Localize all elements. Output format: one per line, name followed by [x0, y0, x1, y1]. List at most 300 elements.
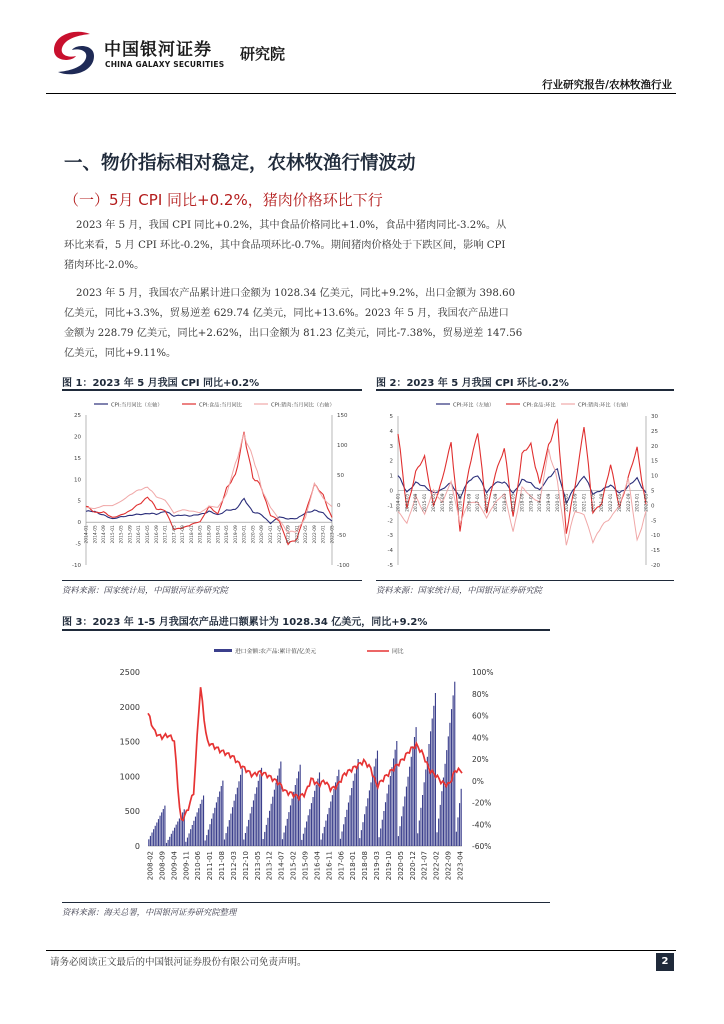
x-tick-label: 2020-09 [260, 525, 266, 544]
bar [329, 808, 330, 846]
bar [396, 741, 397, 846]
bar [351, 788, 352, 846]
cpi-mom-chart [376, 393, 674, 578]
bar [411, 757, 412, 846]
bar [255, 794, 256, 846]
subsection-heading: （一）5月 CPI 同比+0.2%，猪肉价格环比下行 [64, 191, 383, 209]
legend-label: CPI:当月同比（左轴） [111, 402, 163, 409]
y-tick-left: 2 [389, 458, 393, 465]
bar [383, 811, 384, 846]
bar [300, 765, 301, 846]
bar [341, 832, 342, 847]
bar [459, 803, 460, 846]
y-tick-left: -2 [387, 518, 393, 525]
paragraph-line: 猪肉环比-2.0%。 [64, 260, 145, 271]
bar [432, 719, 433, 847]
bar [333, 789, 334, 846]
y-tick-left: 1500 [119, 737, 140, 747]
bar [192, 825, 193, 846]
legend-label: CPI:食品:环比 [523, 402, 556, 409]
footer-disclaimer: 请务必阅读正文最后的中国银河证券股份有限公司免责声明。 [50, 957, 307, 968]
bar [353, 781, 354, 846]
x-tick-label: 2023-05 [330, 525, 336, 544]
y-tick-left: -5 [75, 541, 81, 548]
bar [292, 799, 293, 846]
bar [446, 750, 447, 846]
bar [448, 736, 449, 846]
x-tick-label: 2015-01 [110, 525, 116, 544]
bar [388, 785, 389, 846]
bar [401, 816, 402, 846]
legend-swatch [214, 649, 232, 652]
bar [354, 774, 355, 847]
bar [390, 776, 391, 846]
bar [256, 787, 257, 846]
bar [201, 800, 202, 846]
logo-institute: 研究院 [240, 45, 286, 63]
bar [298, 772, 299, 847]
y-tick-left: -4 [387, 548, 393, 555]
bar [284, 833, 285, 847]
bar [441, 791, 442, 846]
bar [422, 795, 423, 846]
bar [246, 826, 247, 846]
galaxy-swirl-logo-icon [46, 28, 102, 78]
bar [407, 777, 408, 846]
x-tick-label: 2013-12 [265, 851, 274, 881]
bar [240, 775, 241, 846]
figure-2-title: 图 2：2023 年 5 月我国 CPI 环比-0.2% [376, 378, 569, 389]
x-tick-label: 2017-05 [172, 525, 178, 544]
y-tick-left: -3 [387, 533, 393, 540]
bar [399, 826, 400, 846]
y-tick-right: 0% [472, 776, 484, 786]
bar [234, 801, 235, 846]
x-tick-label: 2020-09 [573, 493, 579, 512]
bar [197, 812, 198, 846]
x-tick-label: 2016-04 [313, 851, 322, 881]
x-tick-label: 2015-02 [289, 851, 298, 881]
y-tick-right: 5 [651, 488, 655, 495]
y-tick-left: 10 [74, 477, 81, 484]
x-tick-label: 2014-05 [93, 525, 99, 544]
bar [277, 776, 278, 846]
bar [370, 782, 371, 846]
x-tick-label: 2014-01 [84, 525, 90, 544]
bar [189, 833, 190, 846]
bar [213, 813, 214, 846]
y-tick-left: 2500 [119, 668, 140, 677]
bar [398, 836, 399, 846]
x-tick-label: 2014-05 [405, 493, 411, 512]
x-tick-label: 2022-09 [444, 851, 453, 881]
bar [261, 768, 262, 846]
paragraph-2 [64, 284, 658, 364]
bar [164, 806, 165, 846]
bar [214, 808, 215, 846]
bar [454, 682, 455, 846]
bar [208, 830, 209, 846]
x-tick-label: 2008-02 [146, 851, 155, 881]
bar [221, 786, 222, 846]
y-tick-right: 40% [472, 733, 489, 743]
bar [235, 794, 236, 846]
bar [238, 781, 239, 846]
legend-label: CPI:环比（左轴） [453, 402, 495, 409]
x-tick-label: 2016-11 [325, 851, 334, 881]
bar [271, 804, 272, 846]
bar [453, 695, 454, 846]
x-tick-label: 2014-09 [414, 493, 420, 512]
x-tick-label: 2023-05 [644, 493, 650, 512]
bar [263, 839, 264, 846]
x-tick-label: 2015-01 [423, 493, 429, 512]
bar [361, 830, 362, 846]
bar [174, 828, 175, 846]
bar [311, 803, 312, 846]
bar [359, 838, 360, 846]
y-tick-right: 0 [337, 503, 341, 509]
y-tick-right: 20% [472, 755, 489, 764]
bar [253, 800, 254, 846]
bar [436, 832, 437, 846]
paragraph-line: 金额为 228.79 亿美元，同比+2.62%，出口金额为 81.23 亿美元，同比-7.38%，贸易逆差 147.56 [64, 328, 523, 339]
bar [327, 814, 328, 846]
x-tick-label: 2020-05 [251, 525, 257, 544]
bar [161, 812, 162, 846]
bar [330, 802, 331, 847]
x-tick-label: 2016-01 [449, 493, 455, 512]
bar [358, 759, 359, 846]
x-tick-label: 2018-05 [198, 525, 204, 544]
bar [290, 805, 291, 846]
legend-label: CPI:猪肉:环比（右轴） [578, 402, 632, 409]
y-tick-right: -50 [337, 533, 346, 539]
paragraph-line: 2023 年 5 月，我国农产品累计进口金额为 1028.34 亿美元，同比+9.2%，出口金额为 398.60 [76, 288, 516, 299]
bar [325, 821, 326, 846]
x-tick-label: 2017-01 [163, 525, 169, 544]
x-tick-label: 2019-05 [538, 493, 544, 512]
bar [226, 833, 227, 846]
bar [205, 841, 206, 847]
bar [445, 764, 446, 846]
bar [372, 775, 373, 847]
x-tick-label: 2023-04 [456, 851, 465, 881]
bar [211, 819, 212, 846]
bar [406, 787, 407, 846]
x-tick-label: 2021-01 [582, 493, 588, 512]
y-tick-right: 20 [651, 443, 658, 450]
bar [366, 806, 367, 846]
x-tick-label: 2017-09 [493, 493, 499, 512]
bar [250, 813, 251, 846]
bar [367, 798, 368, 846]
bar [158, 819, 159, 846]
x-tick-label: 2015-09 [301, 851, 310, 881]
bar [296, 778, 297, 846]
y-tick-right: 30 [651, 414, 658, 420]
bar [216, 802, 217, 846]
bar [203, 796, 204, 847]
x-tick-label: 2022-05 [617, 493, 623, 512]
bar [403, 806, 404, 846]
bar [195, 817, 196, 846]
bar [364, 814, 365, 846]
y-tick-left: -1 [387, 503, 393, 510]
x-tick-label: 2018-08 [361, 851, 370, 881]
bar [304, 828, 305, 846]
x-tick-label: 2015-09 [440, 493, 446, 512]
bar [321, 840, 322, 846]
bar [217, 797, 218, 846]
x-tick-label: 2019-03 [373, 851, 382, 881]
y-tick-left: 15 [74, 455, 81, 462]
y-tick-left: 500 [124, 807, 140, 817]
figure-3-bar [62, 629, 550, 631]
figure-1-source: 资料来源：国家统计局，中国银河证券研究院 [62, 585, 228, 595]
bar [148, 839, 149, 846]
legend-label: 同比 [392, 649, 404, 655]
bar [382, 820, 383, 846]
y-tick-right: -15 [651, 548, 660, 555]
bar [269, 811, 270, 846]
bar [380, 829, 381, 847]
x-tick-label: 2016-05 [146, 525, 151, 544]
y-tick-right: -100 [337, 563, 350, 569]
bar [293, 792, 294, 846]
bar [348, 803, 349, 847]
bar [156, 823, 157, 847]
x-tick-label: 2021-01 [269, 525, 274, 544]
bar [258, 781, 259, 846]
bar [169, 837, 170, 846]
x-tick-label: 2016-01 [137, 525, 143, 544]
bar [285, 826, 286, 846]
figure-1-title: 图 1：2023 年 5 月我国 CPI 同比+0.2% [62, 378, 260, 389]
x-tick-label: 2016-09 [154, 525, 160, 544]
bar [209, 824, 210, 846]
bar [279, 769, 280, 847]
footer-divider [46, 950, 676, 951]
bar [414, 737, 415, 846]
legend-label: CPI:猪肉:当月同比（右轴） [271, 402, 335, 409]
bar [419, 821, 420, 847]
x-tick-label: 2019-05 [225, 525, 231, 544]
x-tick-label: 2008-09 [158, 851, 167, 881]
bar [163, 809, 164, 846]
x-tick-label: 2015-05 [431, 493, 437, 512]
bar [435, 693, 436, 846]
x-tick-label: 2018-01 [502, 493, 508, 512]
cpi-yoy-chart [62, 393, 362, 578]
y-tick-left: 5 [389, 414, 393, 420]
bar [176, 825, 177, 846]
bar [243, 840, 244, 847]
y-tick-left: 25 [74, 413, 81, 419]
x-tick-label: 2019-01 [216, 525, 222, 544]
bar [166, 843, 167, 846]
y-tick-right: 60% [472, 711, 489, 721]
bar [237, 788, 238, 846]
bar [335, 782, 336, 846]
bar [259, 774, 260, 846]
bar [385, 802, 386, 846]
series-line [86, 498, 332, 523]
bar [456, 832, 457, 846]
y-tick-left: 3 [389, 443, 393, 450]
x-tick-label: 2020-05 [564, 493, 570, 512]
bar [350, 795, 351, 846]
bar [179, 819, 180, 847]
y-tick-left: 2000 [119, 702, 140, 712]
logo-chinese-name: 中国银河证券 [104, 40, 212, 60]
y-tick-left: 1 [389, 473, 393, 480]
bar [438, 819, 439, 846]
x-tick-label: 2015-05 [119, 525, 125, 544]
x-tick-label: 2022-01 [295, 525, 301, 544]
x-tick-label: 2019-09 [233, 525, 239, 544]
figure-2-bar [376, 389, 674, 391]
bar [187, 838, 188, 846]
x-tick-label: 2010-06 [194, 851, 203, 881]
bar [288, 812, 289, 846]
series-line [398, 420, 646, 534]
bar [182, 812, 183, 846]
x-tick-label: 2022-05 [304, 525, 310, 544]
figure-2-source: 资料来源：国家统计局，中国银河证券研究院 [376, 585, 542, 595]
bar [424, 782, 425, 846]
y-tick-right: 100% [472, 668, 494, 677]
x-tick-label: 2022-09 [626, 493, 632, 512]
x-tick-label: 2016-05 [458, 493, 464, 512]
bar [312, 797, 313, 846]
x-tick-label: 2018-01 [189, 525, 195, 544]
figure-3-bottom-bar [62, 902, 550, 903]
paragraph-line: 亿美元，同比+9.11%。 [64, 348, 177, 359]
bar [245, 833, 246, 846]
y-tick-right: -5 [651, 518, 657, 525]
paragraph-line: 环比来看，5 月 CPI 环比-0.2%，其中食品项环比-0.7%。期间猪肉价格处于下跌区间，影响 CPI [64, 240, 506, 251]
x-tick-label: 2015-09 [128, 525, 134, 544]
bar [232, 807, 233, 846]
bar [322, 833, 323, 846]
bar [185, 842, 186, 846]
bar [274, 790, 275, 846]
bar [404, 797, 405, 847]
bar [417, 833, 418, 846]
bar [200, 804, 201, 846]
bar [443, 778, 444, 847]
y-tick-right: -20 [651, 563, 660, 569]
bar [425, 770, 426, 847]
x-tick-label: 2014-01 [396, 493, 402, 512]
bar [172, 831, 173, 846]
logo [46, 28, 102, 78]
bar [314, 791, 315, 846]
bar [177, 822, 178, 847]
y-tick-right: 50 [337, 473, 344, 479]
bar [332, 795, 333, 846]
bar [377, 751, 378, 846]
bar [375, 759, 376, 846]
y-tick-left: 5 [77, 498, 81, 505]
x-tick-label: 2021-09 [286, 525, 292, 544]
section-heading: 一、物价指标相对稳定，农林牧渔行情波动 [64, 153, 416, 174]
x-tick-label: 2018-09 [207, 525, 213, 544]
bar [409, 767, 410, 846]
y-tick-right: -20% [472, 798, 492, 808]
bar [324, 827, 325, 846]
bar [306, 822, 307, 847]
x-tick-label: 2022-01 [609, 493, 615, 512]
x-tick-label: 2012-03 [229, 851, 238, 881]
bar [461, 789, 462, 846]
figure-3-source: 资料来源：海关总署，中国银河证券研究院整理 [62, 907, 237, 917]
bar [346, 810, 347, 846]
x-tick-label: 2021-05 [277, 525, 283, 544]
bar [303, 834, 304, 846]
bar [412, 747, 413, 846]
figure-1-bar [62, 389, 362, 391]
y-tick-right: 80% [472, 689, 489, 699]
bar [319, 772, 320, 846]
bar [267, 818, 268, 846]
x-tick-label: 2020-05 [396, 851, 405, 881]
x-tick-label: 2018-01 [349, 851, 358, 881]
bar [171, 834, 172, 846]
x-tick-label: 2017-05 [485, 493, 491, 512]
bar [287, 819, 288, 846]
x-tick-label: 2014-09 [102, 525, 108, 544]
x-tick-label: 2021-09 [600, 493, 606, 512]
bar [272, 797, 273, 846]
bar [345, 817, 346, 846]
x-tick-label: 2022-02 [432, 851, 441, 881]
y-tick-right: -40% [472, 820, 492, 830]
bar [251, 807, 252, 846]
bar [229, 820, 230, 846]
y-tick-right: -10 [651, 533, 660, 540]
y-tick-right: 150 [337, 413, 348, 419]
logo-english-name: CHINA GALAXY SECURITIES [105, 60, 225, 69]
y-tick-left: -5 [387, 563, 393, 569]
x-tick-label: 2021-05 [591, 493, 597, 512]
y-tick-right: 25 [651, 428, 658, 435]
x-tick-label: 2009-04 [170, 851, 179, 881]
x-tick-label: 2019-10 [384, 851, 393, 881]
bar [317, 779, 318, 846]
x-tick-label: 2016-09 [467, 493, 473, 512]
bar [266, 825, 267, 846]
figure-3-title: 图 3：2023 年 1-5 月我国农产品进口额累计为 1028.34 亿美元，同比+9.2% [62, 617, 428, 628]
y-tick-right: 0 [651, 503, 655, 510]
x-tick-label: 2018-09 [520, 493, 526, 512]
paragraph-line: 2023 年 5 月，我国 CPI 同比+0.2%，其中食品价格同比+1.0%，食品中猪肉同比-3.2%。从 [76, 220, 507, 231]
x-tick-label: 2020-12 [408, 851, 417, 881]
bar [316, 785, 317, 846]
y-tick-right: 15 [651, 458, 658, 465]
y-tick-left: 20 [74, 434, 81, 441]
bar [150, 836, 151, 846]
bar [449, 723, 450, 846]
bar [264, 832, 265, 846]
bar [308, 815, 309, 846]
report-type-label: 行业研究报告/农林牧渔行业 [542, 79, 672, 91]
page-number: 2 [656, 953, 674, 971]
y-tick-left: 0 [134, 842, 140, 851]
bar [160, 816, 161, 846]
bar [356, 766, 357, 846]
